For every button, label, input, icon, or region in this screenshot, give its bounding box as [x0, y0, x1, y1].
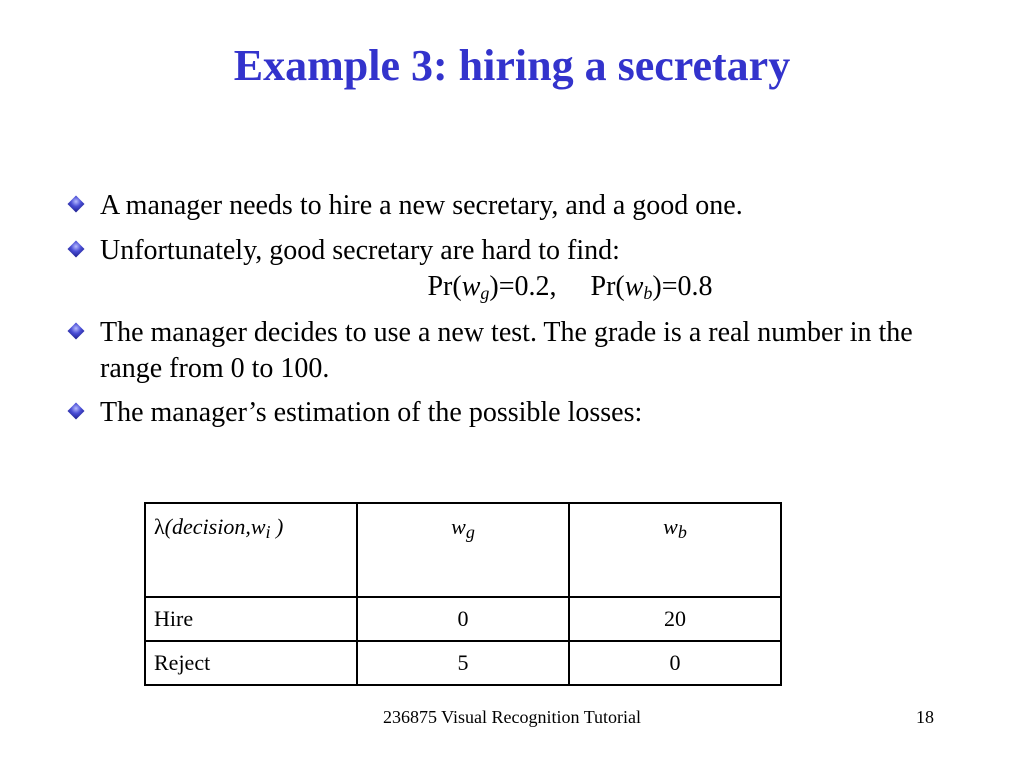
- probability-formula: $Pr(w_g)=0.2$, $Pr(w_b)=0.8$: [427, 271, 713, 303]
- bullet-text: Unfortunately, good secretary are hard to find:: [100, 235, 620, 266]
- cell-wg: 5: [357, 641, 569, 685]
- cell-wb: 20: [569, 597, 781, 641]
- table-row: [145, 641, 781, 685]
- loss-table: [144, 502, 782, 686]
- footer-course: 236875 Visual Recognition Tutorial: [382, 707, 642, 727]
- cell-wb: 0: [569, 641, 781, 685]
- bullet-text: The manager’s estimation of the possible losses:: [100, 397, 643, 428]
- diamond-bullet-icon: [68, 196, 85, 213]
- diamond-bullet-icon: [68, 403, 85, 420]
- header-cell-wb: $w_b$: [569, 503, 781, 597]
- slide-title: Example 3: hiring a secretary: [233, 41, 791, 90]
- bullet-text: The manager decides to use a new test. The grade is a real number in the range from 0 to 100.: [100, 317, 913, 384]
- table-header-row: [145, 503, 781, 597]
- diamond-bullet-icon: [68, 323, 85, 340]
- diamond-bullet-icon: [68, 241, 85, 258]
- cell-decision: Hire: [145, 597, 357, 641]
- header-cell-decision: $\lambda(decision,w_i$ ): [145, 503, 357, 597]
- bullet-list: [60, 188, 960, 431]
- cell-decision: Reject: [145, 641, 357, 685]
- bullet-text: A manager needs to hire a new secretary, and a good one.: [100, 190, 743, 221]
- bullet-item: [60, 395, 960, 431]
- bullet-item: [60, 188, 960, 224]
- bullet-item: [60, 233, 960, 269]
- bullet-item: [60, 315, 960, 387]
- cell-wg: 0: [357, 597, 569, 641]
- header-cell-wg: $w_g$: [357, 503, 569, 597]
- table-row: [145, 597, 781, 641]
- page-number: 18: [916, 707, 934, 727]
